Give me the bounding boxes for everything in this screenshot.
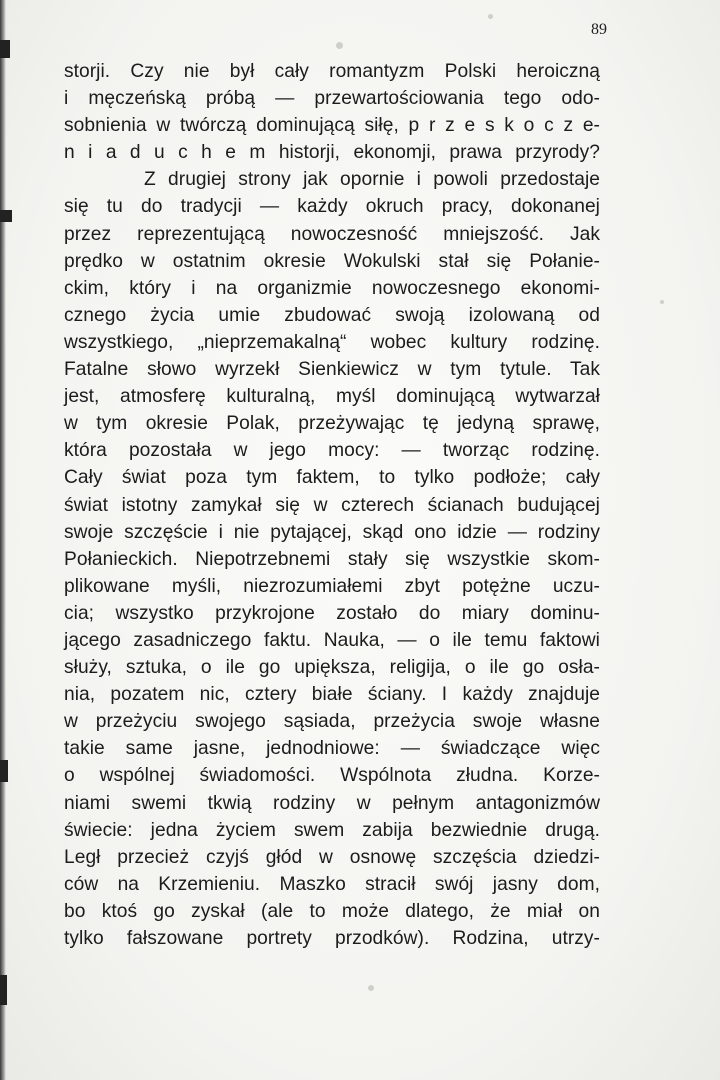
edge-mark — [0, 760, 8, 782]
text-line: świecie: jedna życiem swem zabija bezwiednie drugą. — [64, 819, 600, 841]
text-line: przez reprezentującą nowoczesność mniejszość. Jak — [64, 223, 600, 245]
paper-speck — [660, 300, 664, 304]
paper-speck — [368, 985, 374, 991]
text-line: storji. Czy nie był cały romantyzm Polski heroiczną — [64, 61, 600, 82]
paper-speck — [488, 14, 493, 19]
text-line: plikowane myśli, niezrozumiałemi zbyt potężne uczu- — [64, 575, 600, 597]
text-line: i męczeńską próbą — przewartościowania tego odo- — [64, 88, 600, 110]
paragraph-first-line: Z drugiej strony jak opornie i powoli przedostaje — [144, 169, 600, 191]
edge-mark — [0, 40, 10, 58]
text-line: ców na Krzemieniu. Maszko stracił swój jasny dom, — [64, 873, 600, 895]
text-line: bo ktoś go zyskał (ale to może dlatego, że miał on — [64, 900, 600, 922]
edge-mark — [0, 975, 7, 1005]
body-text — [64, 58, 600, 952]
text-line: wszystkiego, „nieprzemakalną“ wobec kultury rodzinę. — [64, 331, 600, 353]
text-line: nia, pozatem nic, cztery białe ściany. I każdy znajduje — [64, 684, 600, 706]
text-line: takie same jasne, jednodniowe: — świadczące więc — [64, 738, 600, 760]
page-binding-edge — [0, 0, 6, 1080]
text-line: o wspólnej świadomości. Wspólnota złudna. Korze- — [64, 765, 600, 787]
text-line: która pozostała w jego mocy: — tworząc rodzinę. — [64, 440, 600, 462]
text-line: sobnienia w twórczą dominującą siłę, p r z e s k o c z e- — [64, 115, 600, 137]
text-line: ckim, który i na organizmie nowoczesnego ekonomi- — [64, 277, 600, 299]
text-line: Legł przecież czyjś głód w osnowę szczęścia dziedzi- — [64, 846, 600, 868]
page-number: 89 — [591, 21, 607, 38]
text-line: w przeżyciu swojego sąsiada, przeżycia swoje własne — [64, 711, 600, 733]
text-line: służy, sztuka, o ile go upiększa, religija, o ile go osła- — [64, 657, 600, 679]
text-line: Połanieckich. Niepotrzebnemi stały się wszystkie skom- — [64, 548, 600, 570]
text-line: niami swemi tkwią rodziny w pełnym antagonizmów — [64, 792, 600, 814]
text-line: Fatalne słowo wyrzekł Sienkiewicz w tym tytule. Tak — [64, 359, 600, 381]
text-line: jącego zasadniczego faktu. Nauka, — o ile temu faktowi — [64, 629, 600, 651]
text-line: Cały świat poza tym faktem, to tylko podłoże; cały — [64, 467, 600, 489]
text-line: cznego życia umie zbudować swoją izolowaną od — [64, 304, 600, 326]
text-line: tylko fałszowane portrety przodków). Rodzina, utrzy- — [64, 928, 600, 949]
text-line: się tu do tradycji — każdy okruch pracy, dokonanej — [64, 196, 600, 218]
text-line: jest, atmosferę kulturalną, myśl dominującą wytwarzał — [64, 386, 600, 408]
edge-mark — [0, 210, 12, 222]
text-line: cia; wszystko przykrojone zostało do miary dominu- — [64, 602, 600, 624]
text-line: swoje szczęście i nie pytającej, skąd ono idzie — rodziny — [64, 521, 600, 543]
text-line: n i a d u c h e m historji, ekonomji, prawa przyrody? — [64, 142, 600, 164]
text-line: w tym okresie Polak, przeżywając tę jedyną sprawę, — [64, 413, 600, 435]
text-line: prędko w ostatnim okresie Wokulski stał się Połanie- — [64, 250, 600, 272]
text-line: świat istotny zamykał się w czterech ścianach budującej — [64, 494, 600, 516]
paper-speck — [336, 42, 343, 49]
